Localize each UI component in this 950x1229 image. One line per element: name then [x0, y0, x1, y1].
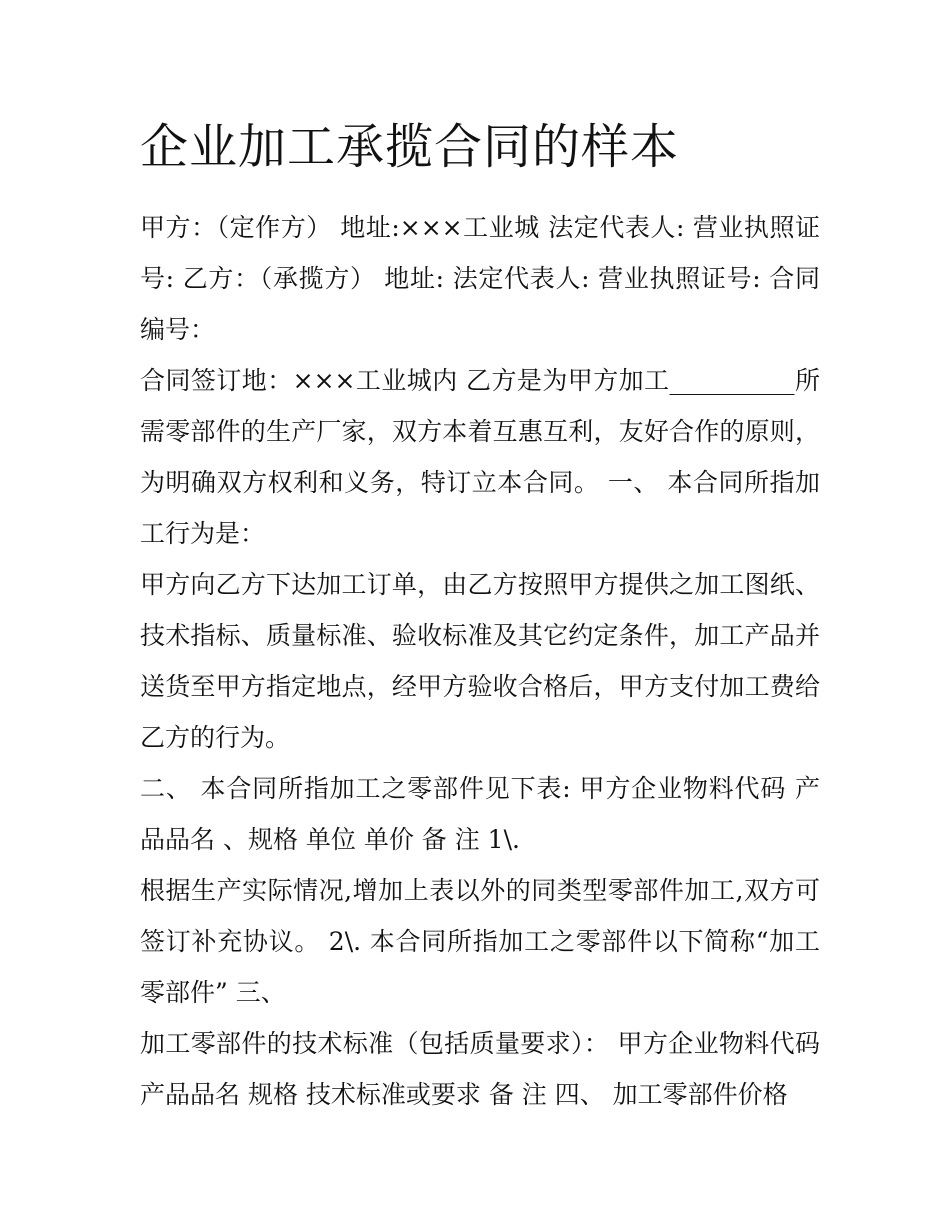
paragraph-parts-table: 二、 本合同所指加工之零部件见下表: 甲方企业物料代码 产品品名 、规格 单位 单价 备 注 1\. — [140, 774, 820, 854]
paragraph-processing-definition: 甲方向乙方下达加工订单，由乙方按照甲方提供之加工图纸、技术指标、质量标准、验收标准及其它约定条件，加工产品并送货至甲方指定地点，经甲方验收合格后，甲方支付加工费给乙方的行为。 — [140, 570, 820, 752]
paragraph-preamble: 合同签订地：×××工业城内 乙方是为甲方加工__________所需零部件的生产厂家，双方本着互惠互利，友好合作的原则，为明确双方权利和义务，特订立本合同。 一、 本合同所指加工行为是： — [140, 366, 820, 548]
document-title: 企业加工承揽合同的样本 — [140, 119, 680, 175]
document-body — [140, 112, 820, 1120]
paragraph-parties: 甲方：（定作方） 地址:×××工业城 法定代表人: 营业执照证号: 乙方：（承揽方） 地址: 法定代表人: 营业执照证号: 合同编号： — [140, 213, 820, 344]
paragraph-technical-standards: 加工零部件的技术标准（包括质量要求）： 甲方企业物料代码 产品品名 规格 技术标准或要求 备 注 四、 加工零部件价格 — [140, 1029, 820, 1109]
paragraph-supplementary-agreement: 根据生产实际情况,增加上表以外的同类型零部件加工,双方可签订补充协议。 2\. 本合同所指加工之零部件以下简称“加工零部件” 三、 — [140, 876, 820, 1007]
